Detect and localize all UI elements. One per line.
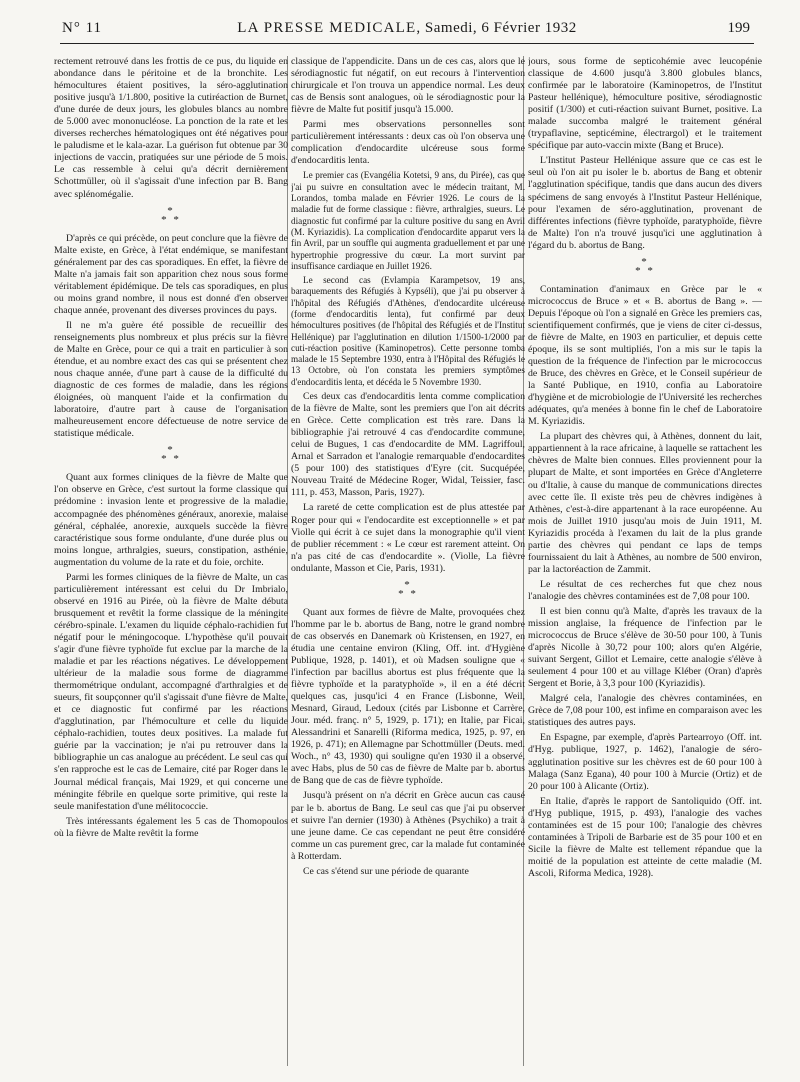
publication-date: , Samedi, 6 Février 1932: [416, 20, 577, 36]
column-2: [291, 56, 525, 1074]
section-separator: * * *: [161, 204, 181, 226]
case-report-paragraph: Le premier cas (Evangélia Kotetsi, 9 ans, du Pirée), cas que j'ai pu suivre en consultation avec le médecin traitant, M. Lorandos, tomba malade en Février 1926. Le cours de la maladie fut de forme classique : fièvre, arthralgies, sueurs. Le diagnostic fut confirmé par la culture positive du sang en Avril (M. Kyriazidis). La complication d'endocardite apparut vers la fin Avril, par un souffle qui augmenta graduellement et par une hypertrophie progressive du cœur. La mort survint par insuffisance cardiaque en Juillet 1926.: [291, 170, 525, 271]
paragraph: Il ne m'a guère été possible de recueillir des renseignements plus nombreux et plus précis sur la fièvre de Malte en Grèce, pour ce qui a trait en particulier à son étendue, et au nombre exact des cas qui se présentent chez nous chaque année, d'une part à cause de la difficulté du diagnostic de ces formes de maladie, dans les régions éloignées, où manquent l'aide et la confirmation du laboratoire, d'autre part à cause de l'organisation malheureusement encore défectueuse de notre service de statistique médicale.: [54, 319, 288, 440]
section-separator: * * *: [635, 255, 655, 277]
paragraph: En Espagne, par exemple, d'après Partearroyo (Off. int. d'Hyg. publique, 1927, p. 1462), l'analogie de séro-agglutination positive sur les chèvres est de 60 pour 100 à Malaga (Sanz Egana), 40 pour 100 à Murcie (Ortiz) et de 20 pour 100 à Alicante (Ortiz).: [528, 732, 762, 792]
paragraph: Quant aux formes cliniques de la fièvre de Malte que l'on observe en Grèce, c'est surtout la forme classique qui prédomine : invasion lente et progressive de la maladie, accompagnée des phénomènes généraux, anorexie, malaise général, céphalée, anorexie, auxquels succède la fièvre caractéristique sous forme ondulante, d'une durée plus ou moins longue, arthralgies, sueurs, constipation, asthénie, augmentation du volume de la rate et du foie, orchite.: [54, 472, 288, 568]
paragraph: classique de l'appendicite. Dans un de ces cas, alors que le sérodiagnostic fut négatif, on eut recours à l'intervention chirurgicale et l'on trouva un appendice normal. Les deux cas de Bensis sont analogues, où le sérodiagnostic pour la fièvre de Malte fut positif jusqu'à 15.000.: [291, 56, 525, 116]
paragraph: Jusqu'à présent on n'a décrit en Grèce aucun cas causé par le b. abortus de Bang. Le seul cas que j'ai pu observer et suivre l'an dernier (1930) à Athènes (Psychiko) a trait à une jeune dame. Ce cas cependant ne peut être considéré comme un cas purement grec, car la malade fut contaminée à Rotterdam.: [291, 790, 525, 862]
section-separator: * * *: [398, 578, 418, 600]
issue-number: N° 11: [62, 20, 103, 36]
paragraph: La plupart des chèvres qui, à Athènes, donnent du lait, appartiennent à la race africaine, à laquelle se rattachent les chèvres de Malte bien connues. Elles proviennent pour la plupart de Malte, et sont importées en Grèce d'Angleterre ou d'Italie, à cause du manque de communications directes avec cette île. Il existe très peu de chèvres indigènes à Athènes, c'est-à-dire appartenant à la race européenne. Au mois de Juillet 1910 jusqu'au mois de Juin 1911, M. Kyriazidis procéda à l'examen du lait de la plus grande partie des chèvres qui pendant ce laps de temps fournissaient du lait à Athènes, au nombre de 500 environ, par la lactoréaction de Zammit.: [528, 431, 762, 575]
paragraph: Ces deux cas d'endocarditis lenta comme complication de la fièvre de Malte, sont les premiers que l'on ait décrits en Grèce. Cette complication est très rare. Dans la bibliographie j'ai retrouvé 4 cas d'endocardite commune, celui de Bugues, 1 cas d'endocardite de MM. Lagriffoul, Arnal et Sarradon et l'analogie remarquable d'endocardites (5 pour 100) des statistiques d'Eyre (cit. Sucquépée, Nouveau Traité de Médecine Roger, Widal, Teissier, fasc. 111, p. 453, Masson, Paris, 1927).: [291, 391, 525, 499]
column-3: [528, 56, 762, 1074]
case-report-paragraph: Le second cas (Evlampia Karampetsov, 19 ans, baraquements des Réfugiés à Kypséli), que j'ai pu observer à l'hôpital des Réfugiés d'Athènes, d'endocardite ulcéreuse (forme d'endocarditis lenta), fut confirmé par deux hémocultures positives (de l'hôpital des Réfugiés et de l'Institut Hellénique) par l'agglutination en dilution 1/1500-1/2000 par cuti-réaction positive (Kaminopetros). Cette personne tomba malade le 15 Septembre 1930, entra à l'Hôpital des Réfugiés le 13 Octobre, où l'on constata les premiers symptômes d'endocarditis lenta, et décéda le 5 Novembre 1930.: [291, 275, 525, 387]
paragraph: Très intéressants également les 5 cas de Thomopoulos où la fièvre de Malte revêtit la forme: [54, 815, 288, 839]
paragraph: La rareté de cette complication est de plus attestée par Roger pour qui « l'endocardite est exceptionnelle » et par Violle qui écrit à ce sujet dans la monographie qu'il vient de publier récemment : « Le cœur est rarement atteint. On n'a pas cité de cas d'endocardite ». (Violle, La fièvre ondulante, Masson et Cie, Paris, 1931).: [291, 502, 525, 574]
publication-name: LA PRESSE MEDICALE: [237, 20, 417, 36]
paragraph: En Italie, d'après le rapport de Santoliquido (Off. int. d'Hyg publique, 1915, p. 493), l'analogie des vaches contaminées est de 15 pour 100; l'analogie des chèvres contaminées à Tripoli de Barbarie est de 35 pour 100 et en Sicile la fièvre de Malte est tellement répandue que la moitié de la population est atteinte de cette maladie (M. Ascoli, Riforma Medica, 1928).: [528, 795, 762, 879]
paragraph: rectement retrouvé dans les frottis de ce pus, du liquide en abondance dans le péritoine et de la bronchite. Les hémocultures étaient positives, la séro-agglutination positive jusqu'à 1/1.800, positive la cutiréaction de Burnet, d'une durée de deux jours, les globules blancs au nombre de 5.000 avec mononucléose. La ponction de la rate et les diverses recherches hématologiques ont été négatives pour le paludisme et le kala-azar. La guérison fut obtenue par 30 injections de vaccin, pratiquées sur une période de 5 mois. Le cas ressemble à celui qu'a décrit dernièrement Schottmüller, où il s'agissait d'une infection par B. Bang avec splénomégalie.: [54, 56, 288, 200]
paragraph: Ce cas s'étend sur une période de quarante: [303, 865, 469, 877]
paragraph: Il est bien connu qu'à Malte, d'après les travaux de la mission anglaise, la fréquence de l'infection par le micrococcus de Bruce s'élève de 30-50 pour 100, à Tunis d'après Nicolle à 30,72 pour 100; alors qu'en Algérie, suivant Sergent, Gillot et Lemaire, cette analogie s'élève à seulement 4 pour 100 et au village Kléber (Oran) d'après Sergent et Borie, à 3,3 pour 100 (Kyriazidis).: [528, 605, 762, 690]
paragraph: jours, sous forme de septicohémie avec leucopénie classique de 4.600 jusqu'à 3.800 globules blancs, confirmée par le laboratoire (Kaminopetros, de l'Institut Pasteur hellénique), hémoculture positive, sérodiagnostic positif (1/300) et cuti-réaction suivant Burnet, positive. La malade succomba malgré le traitement général (trypaflavine, septicémine, électrargol) et le traitement spécifique par auto-vaccin mixte (Bang et Bruce).: [528, 56, 762, 152]
page-number: 199: [727, 20, 750, 36]
section-heading-paragraph: Contamination d'animaux en Grèce par le « micrococcus de Bruce » et « B. abortus de Bang ». — Depuis l'époque où l'on a signalé en Grèce les premiers cas, scientifiquement confirmés, que je viens de citer ci-dessus, de fièvre de Malte, en 1903 en particulier, et depuis cette époque, ils se sont multipliés, l'on a mis sur le tapis la question de la fréquence de l'infection par le micrococcus de Bruce, des chèvres en Grèce, et le Conseil supérieur de la Santé Publique, en 1910, confia au Laboratoire d'hygiène et de microbiologie de l'Université les recherches adéquates, qu'a menées à bonne fin le chef de Laboratoire M. Kyriazidis.: [528, 283, 762, 428]
paragraph: Parmi mes observations personnelles sont particulièrement intéressants : deux cas où l'on observa une complication d'endocardite ulcéreuse sous forme d'endocarditis lenta.: [291, 119, 525, 167]
column-1: [54, 56, 288, 1074]
paragraph: Malgré cela, l'analogie des chèvres contaminées, en Grèce de 7,08 pour 100, est infime en comparaison avec les statistiques des autres pays.: [528, 693, 762, 729]
section-separator: * * *: [161, 444, 181, 466]
paragraph: L'Institut Pasteur Hellénique assure que ce cas est le seul où l'on ait pu isoler le b. abortus de Bang et obtenir l'agglutination spécifique, tandis que dans aucun des divers spécimens de sang envoyés à l'Institut Pasteur Hellénique, pour l'examen de séro-agglutination, provenant de différentes infections (fièvre typhoïde, paratyphoïde, fièvre de Malte) l'on n'a trouvé jusqu'ici une agglutination à l'égard du b. abortus de Bang.: [528, 155, 762, 251]
paragraph: Le résultat de ces recherches fut que chez nous l'analogie des chèvres contaminées est de 7,08 pour 100.: [528, 578, 762, 602]
publication-title-line: [60, 20, 754, 37]
paragraph: D'après ce qui précède, on peut conclure que la fièvre de Malte existe, en Grèce, à l'état endémique, se manifestant généralement par des cas sporadiques. En effet, la fièvre de Malte n'a jamais fait son apparition chez nous sous forme véritablement épidémique. De tels cas sporadiques, en plus ou moins grand nombre, il nous est donné d'en observer chaque année, provenant des diverses provinces du pays.: [54, 232, 288, 316]
paragraph: Parmi les formes cliniques de la fièvre de Malte, un cas particulièrement intéressant est celui du Dr Imbrialo, observé en 1916 au Pirée, où la fièvre de Malte débuta brusquement et revêtit la forme classique de la méningite cérébro-spinale. L'examen du liquide céphalo-rachidien fut négatif pour le méningocoque. L'hypothèse qu'il pouvait s'agir d'une fièvre typhoïde fut exclue par la marche de la maladie et par les réactions négatives. Le développement ultérieur de la maladie sous forme de diagramme thermométrique ondulant, accompagné d'arthralgies et de sueurs, fit soupçonner qu'il s'agissait d'une fièvre de Malte, et ce diagnostic fut confirmé par les réactions d'agglutination, par l'hémoculture et celle du liquide céphalo-rachidien, toutes deux positives. La malade fut guérie par la vaccination; je n'ai pu retrouver dans la bibliographie un cas analogue au précédent. Le seul cas qui s'en rapproche est le cas de Lemaire, cité par Roger dans le Journal médical français, Mai 1929, et qui concerne une méningite fébrile en quelque sorte primitive, qui reste la seule manifestation d'une mélitococcie.: [54, 571, 288, 812]
paragraph: Quant aux formes de fièvre de Malte, provoquées chez l'homme par le b. abortus de Bang, notre le grand nombre de cas observés en Danemark où Kristensen, en 1927, en étudia une centaine environ (Kling, Off. int. d'Hygiène Publique, 1928, p. 1401), et où Madsen souligne que « l'infection par bacillus abortus est plus fréquente que la fièvre typhoïde et la paratyphoïde », il en a été décrit quelques cas, jusqu'ici 4 en France (Lisbonne, Weil, Mesnard, Giraud, Ledoux (cités par Lisbonne et Carrère, Jour. méd. franç. n° 5, 1929, p. 171); en Italie, par Ficai, Alessandrini et Sanarelli (Riforma medica, 1925, p. 97, en 1926, p. 471); en Allemagne par Schottmüller (Deuts. med. Woch., n° 43, 1930) qui souligne qu'en 1930 il a observé, avec Habs, plus de 50 cas de fièvre de Malte par b. abortus de Bang que de cas de fièvre typhoïde.: [291, 606, 525, 787]
page-header: [60, 18, 754, 44]
